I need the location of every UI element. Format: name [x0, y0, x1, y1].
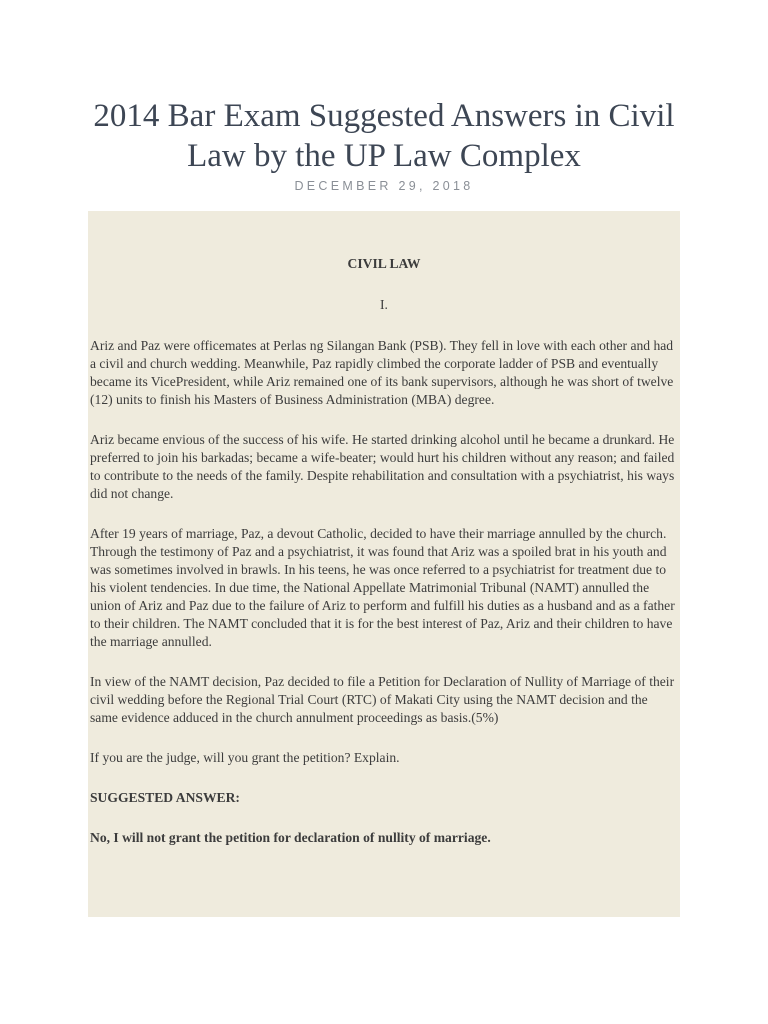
section-heading: CIVIL LAW: [347, 256, 421, 271]
article-content-panel: [88, 211, 680, 917]
question-number: I.: [380, 297, 388, 312]
paragraph-question: If you are the judge, will you grant the petition? Explain.: [90, 750, 400, 765]
paragraph-facts: Ariz and Paz were officemates at Perlas ng Silangan Bank (PSB). They fell in love with each other and had a civil and church wedding. Meanwhile, Paz rapidly climbed the corporate ladder of PSB and eventually became its VicePresident, while Ariz remained one of its bank supervisors, although he was short of twelve (12) units to finish his Masters of Business Administration (MBA) degree.: [90, 338, 674, 407]
article-body: [90, 255, 678, 869]
article-title: 2014 Bar Exam Suggested Answers in Civil Law by the UP Law Complex: [93, 98, 675, 174]
paragraph-annulment: After 19 years of marriage, Paz, a devout Catholic, decided to have their marriage annulled by the church. Through the testimony of Paz and a psychiatrist, it was found that Ariz was a spoiled brat in his youth and was sometimes involved in brawls. In his teens, he was once referred to a psychiatrist for treatment due to his violent tendencies. In due time, the National Appellate Matrimonial Tribunal (NAMT) annulled the union of Ariz and Paz due to the failure of Ariz to perform and fulfill his duties as a husband and as a father to their children. The NAMT concluded that it is for the best interest of Paz, Ariz and their children to have the marriage annulled.: [90, 526, 675, 649]
paragraph-petition: In view of the NAMT decision, Paz decided to file a Petition for Declaration of Nullity of Marriage of their civil wedding before the Regional Trial Court (RTC) of Makati City using the NAMT decision and the same evidence adduced in the church annulment proceedings as basis.(5%): [90, 674, 675, 725]
paragraph-envy: Ariz became envious of the success of his wife. He started drinking alcohol until he became a drunkard. He preferred to join his barkadas; became a wife-beater; would hurt his children without any reason; and failed to contribute to the needs of the family. Despite rehabilitation and consultation with a psychiatrist, his ways did not change.: [90, 432, 675, 501]
post-date: DECEMBER 29, 2018: [294, 179, 474, 193]
answer-text: No, I will not grant the petition for declaration of nullity of marriage.: [90, 830, 491, 845]
suggested-answer-label: SUGGESTED ANSWER:: [90, 790, 240, 805]
